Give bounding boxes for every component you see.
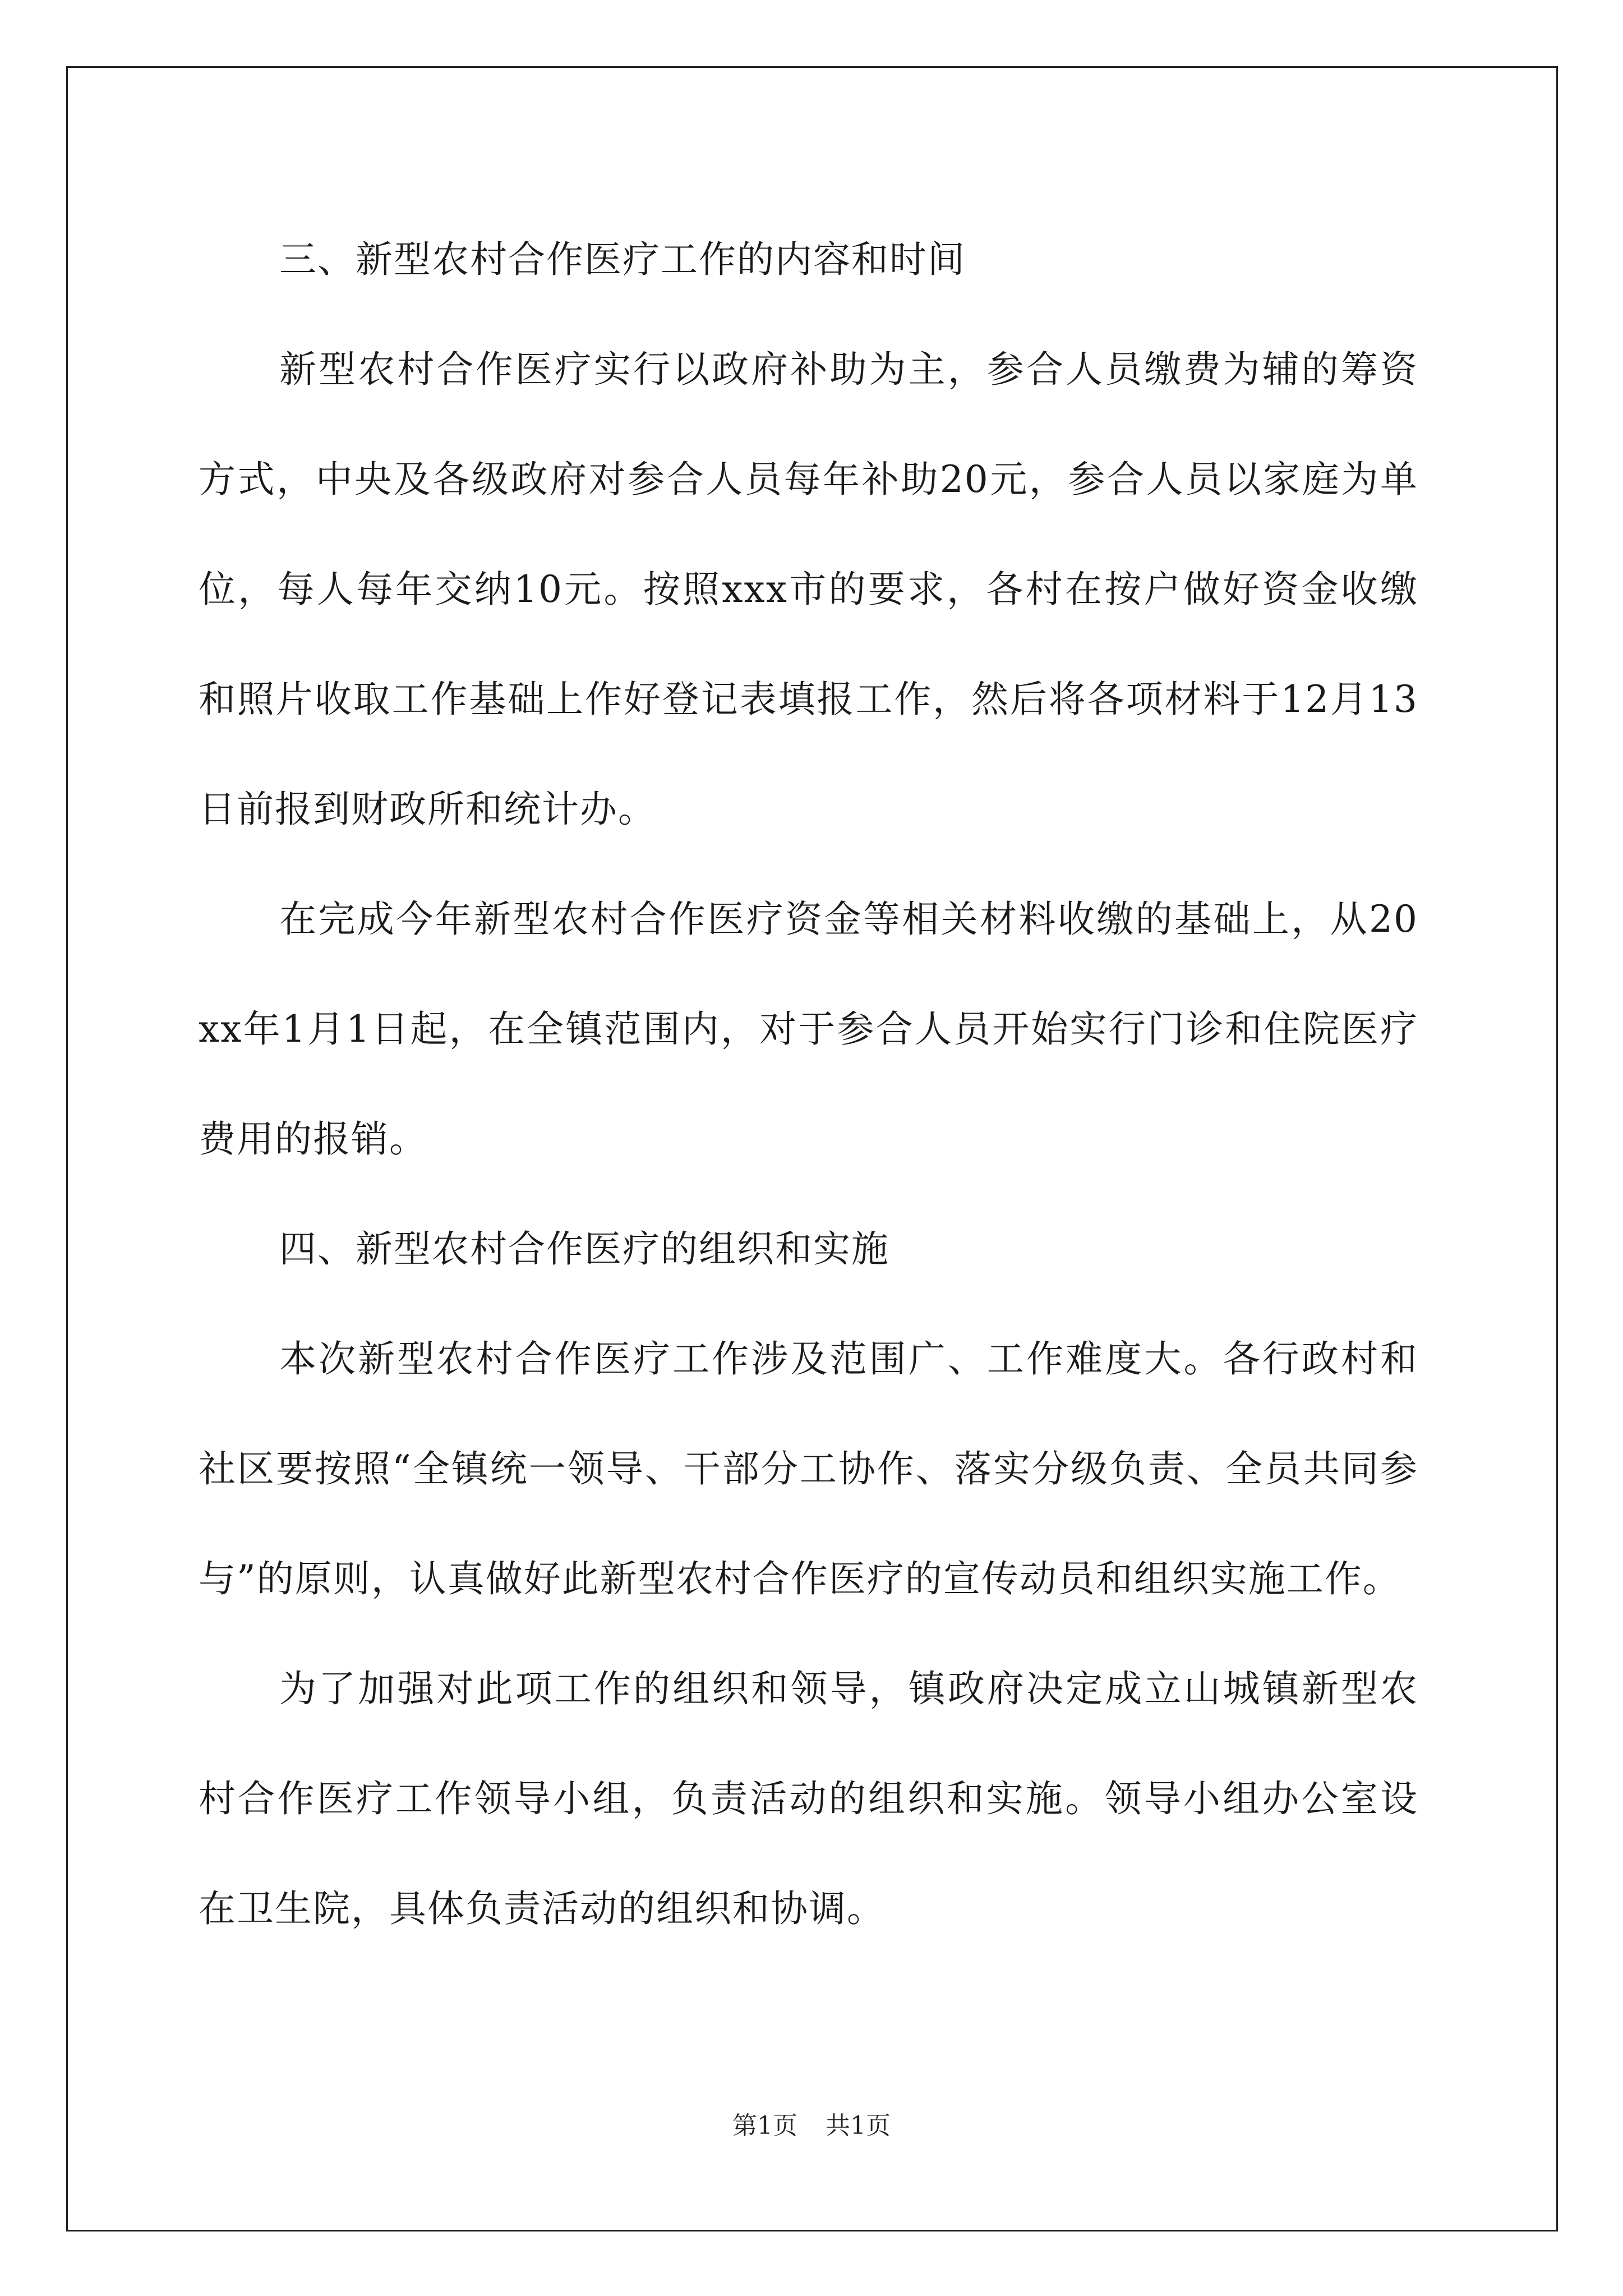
page-number: 第1页 [732,2111,797,2140]
page-total: 共1页 [826,2111,891,2140]
page-footer [0,2109,1623,2143]
body-paragraph-reimbursement: 在完成今年新型农村合作医疗资金等相关材料收缴的基础上，从20xx年1月1日起，在全镇范围内，对于参合人员开始实行门诊和住院医疗费用的报销。 [199,898,1418,1161]
body-paragraph-organization: 本次新型农村合作医疗工作涉及范围广、工作难度大。各行政村和社区要按照“全镇统一领导、干部分工协作、落实分级负责、全员共同参与”的原则，认真做好此新型农村合作医疗的宣传动员和组织实施工作。 [199,1337,1418,1600]
body-paragraph-leadership: 为了加强对此项工作的组织和领导，镇政府决定成立山城镇新型农村合作医疗工作领导小组，负责活动的组织和实施。领导小组办公室设在卫生院，具体负责活动的组织和协调。 [199,1667,1418,1930]
document-body [199,205,1418,1964]
body-paragraph-funding: 新型农村合作医疗实行以政府补助为主，参合人员缴费为辅的筹资方式，中央及各级政府对参合人员每年补助20元，参合人员以家庭为单位，每人每年交纳10元。按照xxx市的要求，各村在按户做好资金收缴和照片收取工作基础上作好登记表填报工作，然后将各项材料于12月13日前报到财政所和统计办。 [199,348,1418,831]
section-heading-4: 四、新型农村合作医疗的组织和实施 [279,1227,889,1271]
section-heading-3: 三、新型农村合作医疗工作的内容和时间 [279,238,966,281]
